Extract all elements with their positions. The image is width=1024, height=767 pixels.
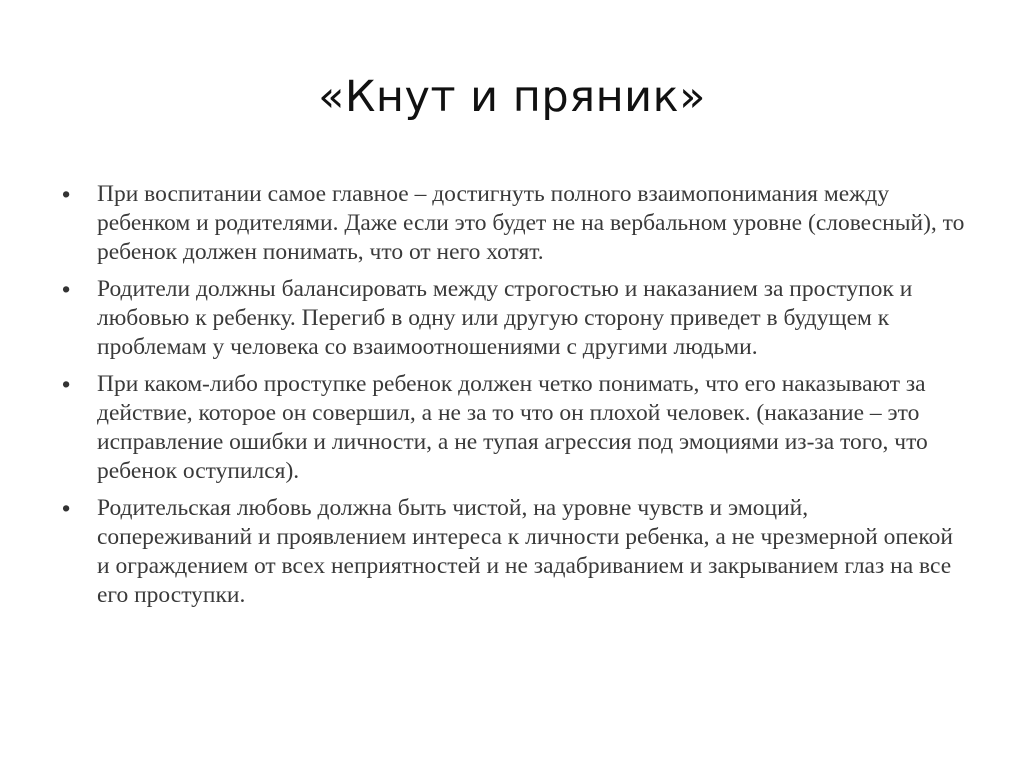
bullet-icon: • (62, 181, 71, 207)
slide-title: «Кнут и пряник» (318, 72, 706, 122)
bullet-text: Родительская любовь должна быть чистой, на уровне чувств и эмоций, сопереживаний и проявлением интереса к личности ребенка, а не чрезмерной опекой и ограждением от всех неприятностей и не задабриванием и закрыванием глаз на все его проступки. (97, 495, 953, 608)
bullet-item (62, 494, 967, 610)
bullet-icon: • (62, 371, 71, 397)
bullet-text: Родители должны балансировать между строгостью и наказанием за проступок и любовью к ребенку. Перегиб в одну или другую сторону приведет в будущем к проблемам у человека со взаимоотношениями с другими людьми. (97, 276, 913, 360)
bullet-item (62, 180, 967, 267)
bullet-text: При воспитании самое главное – достигнуть полного взаимопонимания между ребенком и родителями. Даже если это будет не на вербальном уровне (словесный), то ребенок должен понимать, что от него хотят. (97, 181, 965, 265)
bullet-text: При каком-либо проступке ребенок должен четко понимать, что его наказывают за действие, которое он совершил, а не за то что он плохой человек. (наказание – это исправление ошибки и личности, а не тупая агрессия под эмоциями из-за того, что ребенок оступился). (97, 371, 928, 484)
bullet-item (62, 370, 967, 486)
bullet-list (62, 180, 967, 618)
bullet-icon: • (62, 276, 71, 302)
bullet-icon: • (62, 495, 71, 521)
bullet-item (62, 275, 967, 362)
